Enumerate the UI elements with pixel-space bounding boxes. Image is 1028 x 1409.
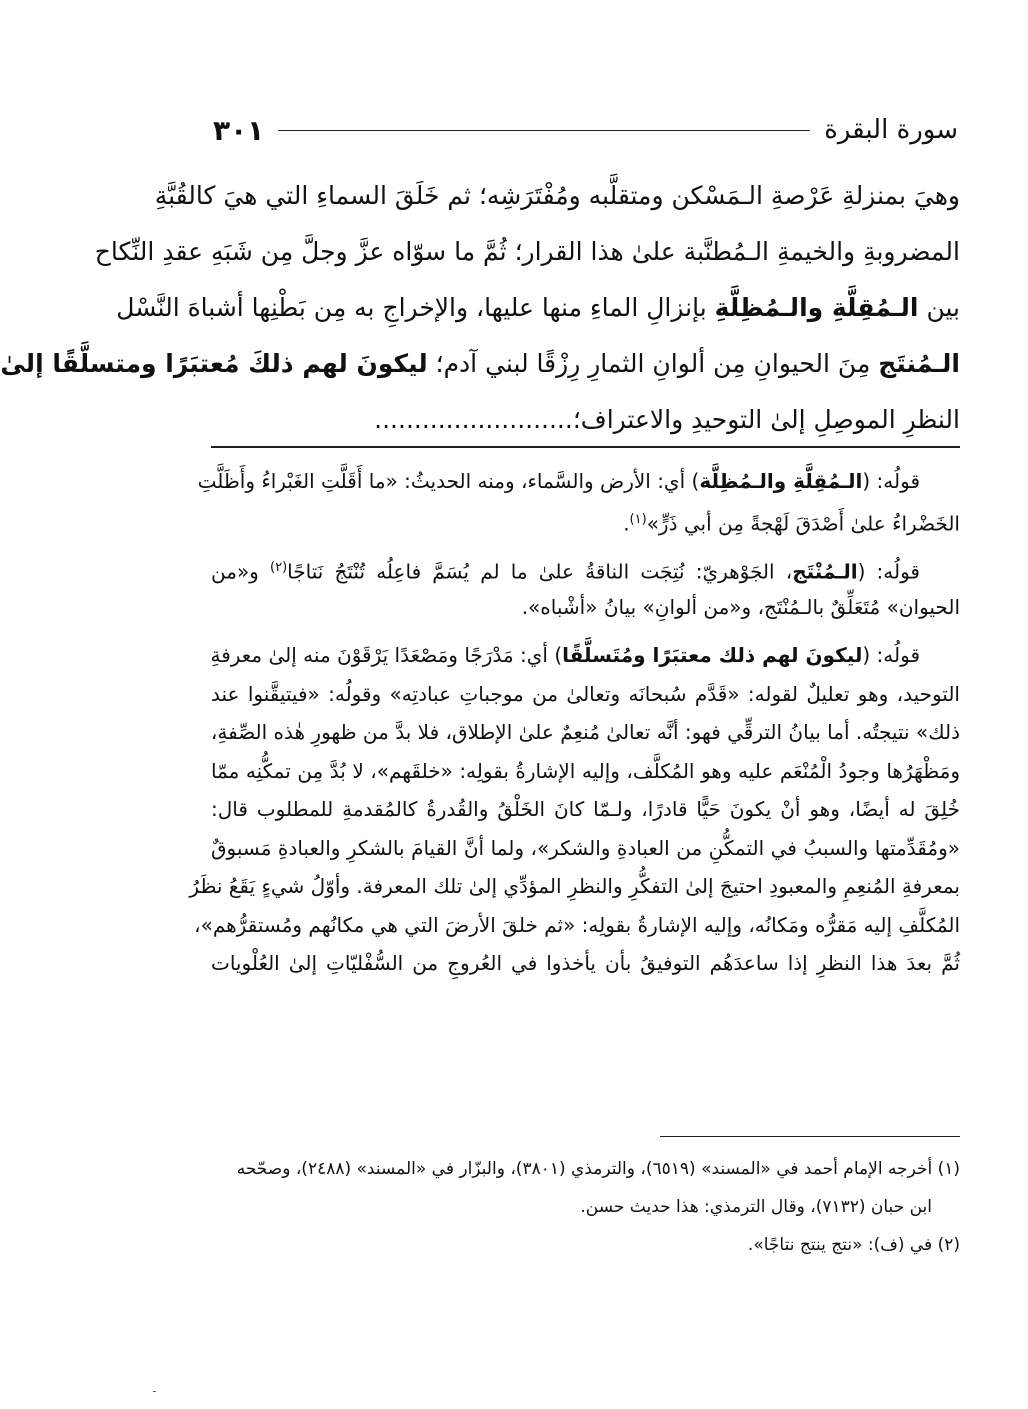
- page-number: ٣٠١: [213, 113, 265, 147]
- main-line: وهيَ بمنزلةِ عَرْصةِ الـمَسْكن ومتقلَّبه ومُفْتَرَشِه؛ ثم خَلَقَ السماءِ التي هيَ كالقُبَّةِ: [154, 181, 960, 210]
- commentary-line: بمعرفةِ المُنعِمِ والمعبودِ احتيجَ إلىٰ التفكُّرِ والنظرِ المؤدِّي إلىٰ تلك المعرفة. وأوّلُ شيءٍ يَقَعُ نظَرُ: [189, 874, 960, 898]
- main-text-span: النظرِ الموصِلِ إلىٰ التوحيدِ والاعتراف؛: [572, 405, 960, 434]
- main-line: [211, 392, 960, 448]
- comm-bold-span: الـمُقِلَّةِ والـمُظِلَّة: [699, 469, 863, 493]
- commentary-line: المُكلَّفِ إليه مَقرُّه ومَكانُه، وإليه الإشارةُ بقولِه: «ثم خلقَ الأرضَ التي هي مكانُهم ومُستقرُّهم»،: [194, 912, 960, 937]
- commentary-line: خُلِقَ له أيضًا، وهو أنْ يكونَ حَيًّا قادرًا، ولـمّا كانَ الخَلْقُ والقُدرةُ كالمُقدمةِ للمطلوب قال:: [211, 797, 960, 821]
- footnotes: [211, 1150, 960, 1264]
- main-line: [0, 336, 960, 392]
- corner-mark: ـ: [153, 1384, 156, 1395]
- commentary: [189, 462, 960, 993]
- commentary-line: التوحيد، وهو تعليلٌ لقوله: «قَدَّم سُبحانَه وتعالىٰ من موجباتِ عبادتِه» وقولُه: «فيتيقَّنوا عند: [211, 681, 960, 706]
- header-rule: [278, 130, 810, 131]
- commentary-line: ذلك» نتيجتُه. أما بيانُ الترقِّي فهو: أنَّه تعالىٰ مُنعِمٌ علىٰ الإطلاق، فلا بدَّ من ظهورِ هٰذه الصِّفةِ،: [210, 720, 960, 744]
- comm-span: ) أي: مَدْرَجًا ومَصْعَدًا يَرْقَوْنَ منه إلىٰ معرفةِ: [210, 643, 563, 667]
- page-header: [213, 108, 958, 152]
- comm-span: ) أي: الأرض والسَّماء، ومنه الحديثُ: «ما أَقَلَّتِ الغَبْراءُ وأَظَلَّتِ: [197, 469, 700, 493]
- main-line: المضروبةِ والخيمةِ الـمُطنَّبة علىٰ هذا القرار؛ ثُمَّ ما سوّاه عزَّ وجلَّ مِن شَبَهِ عقدِ النِّكاح: [94, 237, 960, 266]
- commentary-line: ومَظْهَرُها وجودُ الْمُنْعَم عليه وهو المُكلَّف، وإليه الإشارةُ بقولِه: «خلقَهم»، لا بُدَّ مِن تمكُّنِه ممّا: [211, 758, 960, 783]
- main-bold-span: ليكونَ لهم ذلكَ مُعتبَرًا ومتسلَّقًا إلىٰ: [0, 349, 428, 378]
- commentary-paragraph: [211, 549, 960, 626]
- main-text-span: بإنزالِ الماءِ منها عليها، والإخراجِ به مِن بَطْنِها أشباهَ النَّسْل: [116, 293, 715, 322]
- comm-span: قولُه: (: [857, 559, 920, 584]
- commentary-line: [197, 462, 960, 501]
- commentary-line: [211, 549, 960, 588]
- text-divider: [211, 446, 960, 448]
- footnote-line: (١) أخرجه الإمام أحمد في «المسند» (٦٥١٩)، والترمذي (٣٨٠١)، والبزّار في «المسند» (٢٤٨٨)، وصحّحه: [236, 1159, 960, 1179]
- footnote-rule: [660, 1136, 960, 1137]
- commentary-line: ثُمَّ بعدَ هذا النظرِ إذا ساعدَهُم التوفيقُ بأن يأخذوا في العُروجِ من السُّفْليّاتِ إلىٰ العُلْويات: [211, 951, 960, 975]
- footnote-ref[interactable]: (١): [629, 511, 647, 527]
- filler-dots: .........................: [374, 405, 573, 434]
- footnote-ref[interactable]: (٢): [270, 560, 288, 575]
- main-bold-span: الـمُقِلَّةِ والـمُظِلَّةِ: [714, 293, 919, 322]
- main-bold-span: الـمُنتَج: [878, 349, 960, 378]
- comm-span: قولُه: (: [862, 643, 920, 667]
- footnote-line: (٢) في (ف): «نتج ينتج نتاجًا».: [747, 1235, 960, 1255]
- main-text-span: بين: [918, 293, 960, 322]
- comm-span: و«من: [211, 559, 271, 584]
- main-text-span: مِنَ الحيوانِ مِن ألوانِ الثمارِ رِزْقًا لبني آدم؛: [427, 349, 879, 378]
- main-text: [0, 168, 960, 448]
- comm-bold-span: الـمُنْتَج: [792, 559, 858, 584]
- comm-bold-span: ليكونَ لهم ذلك معتبَرًا ومُتَسلَّقًا: [562, 643, 863, 667]
- commentary-paragraph: [197, 462, 960, 539]
- commentary-line: الخَضْراءُ علىٰ أَصْدَقَ لَهْجةً مِن أبي ذَرٍّ»$^{(١)}$.: [623, 511, 960, 536]
- footnote-line: ابن حبان (٧١٣٢)، وقال الترمذي: هذا حديث حسن.: [580, 1197, 932, 1217]
- commentary-line: [211, 636, 960, 675]
- main-line: [116, 280, 960, 336]
- surah-title: سورة البقرة: [824, 115, 958, 145]
- comm-span: قولُه: (: [862, 469, 920, 493]
- comm-span: الخَضْراءُ علىٰ أَصْدَقَ لَهْجةً مِن أبي ذَرٍّ»: [646, 511, 960, 536]
- commentary-line: «ومُقَدِّمتها والسببُ في التمكُّنِ من العبادةِ والشكر»، ولما أنَّ القيامَ بالشكرِ والعبادةِ مَسبوقٌ: [211, 835, 960, 860]
- comm-span: ، الجَوْهريّ: نُتِجَت الناقةُ علىٰ ما لم يُسَمَّ فاعِلُه تُنْتَجُ نَتاجًا: [287, 559, 793, 584]
- commentary-paragraph: [189, 636, 960, 983]
- commentary-line: الحيوان» مُتَعَلِّقٌ بالـمُنْتَج، و«من ألوانِ» بيانُ «أشْباه».: [521, 594, 960, 619]
